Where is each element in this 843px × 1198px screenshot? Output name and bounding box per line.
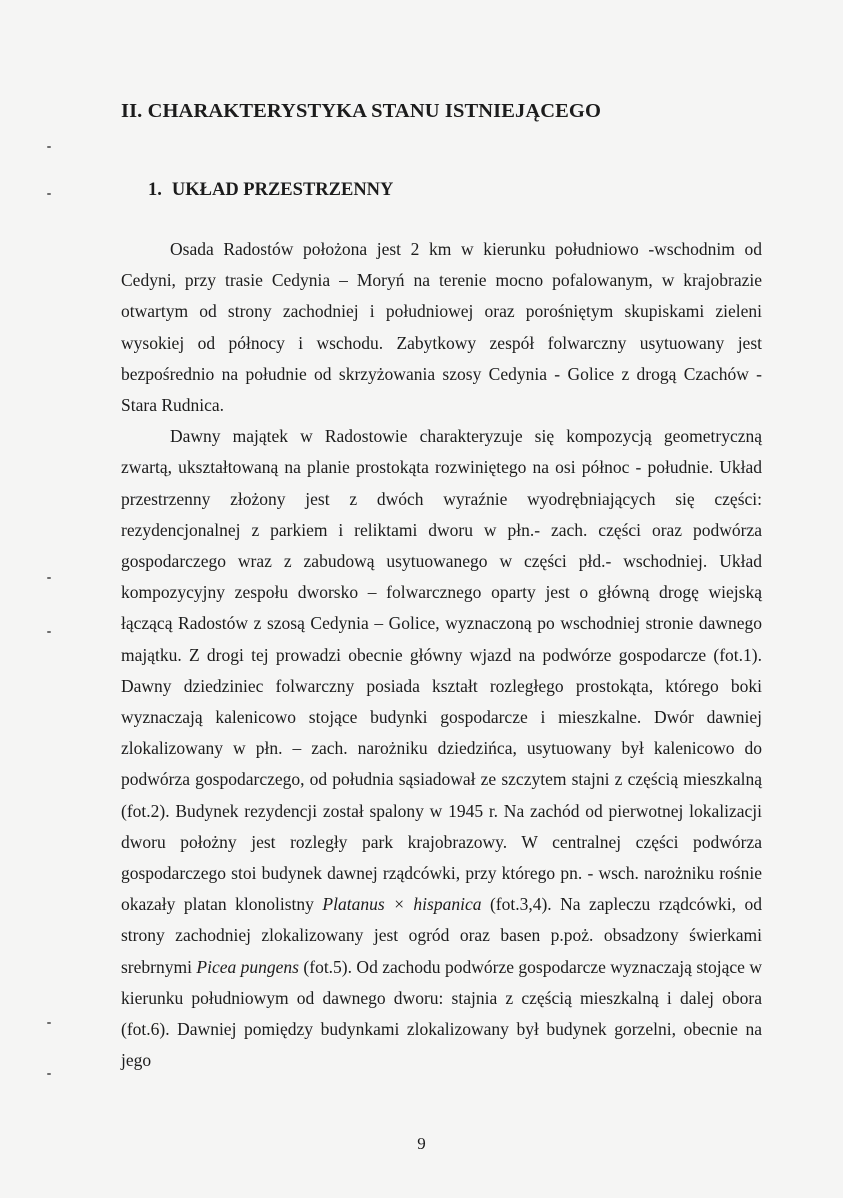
scan-artifact: [47, 1022, 51, 1024]
scan-artifact: [47, 146, 51, 148]
section-heading: [148, 180, 393, 201]
chapter-title: II. CHARAKTERYSTYKA STANU ISTNIEJĄCEGO: [121, 100, 601, 122]
paragraph-1-text: Osada Radostów położona jest 2 km w kierunku południowo -wschodnim od Cedyni, przy trasie Cedynia – Moryń na terenie mocno pofalowanym, w krajobrazie otwartym od strony zachodniej i południowej oraz porośniętym skupiskami zieleni wysokiej od północy i wschodu. Zabytkowy zespół folwarczny usytuowany jest bezpośrednio na południe od skrzyżowania szosy Cedynia - Golice z drogą Czachów - Stara Rudnica.: [121, 239, 762, 416]
species-name-platanus: Platanus × hispanica: [322, 894, 482, 915]
body-text: [121, 234, 762, 1076]
scan-artifact: [47, 577, 51, 579]
scan-artifact: [47, 193, 51, 195]
section-number: 1.: [148, 180, 162, 200]
paragraph-2-text-a: Dawny majątek w Radostowie charakteryzuje się kompozycją geometryczną zwartą, ukształtowaną na planie prostokąta rozwiniętego na osi północ - południe. Układ przestrzenny złożony jest z dwóch wyraźnie wyodrębniających się części: rezydencjonalnej z parkiem i reliktami dworu w płn.- zach. części oraz podwórza gospodarczego wraz z zabudową usytuowanego w części płd.- wschodniej. Układ kompozycyjny zespołu dworsko – folwarcznego oparty jest o główną drogę wiejską łączącą Radostów z szosą Cedynia – Golice, wyznaczoną po wschodniej stronie dawnego majątku. Z drogi tej prowadzi obecnie główny wjazd na podwórze gospodarcze (fot.1). Dawny dziedziniec folwarczny posiada kształt rozległego prostokąta, którego boki wyznaczają kalenicowo stojące budynki gospodarcze i mieszkalne. Dwór dawniej zlokalizowany w płn. – zach. narożniku dziedzińca, usytuowany był kalenicowo do podwórza gospodarczego, od południa sąsiadował ze szczytem stajni z częścią mieszkalną (fot.2). Budynek rezydencji został spalony w 1945 r. Na zachód od pierwotnej lokalizacji dworu położny jest rozległy park krajobrazowy. W centralnej części podwórza gospodarczego stoi budynek dawnej rządcówki, przy którego pn. - wsch. narożniku rośnie okazały platan klonolistny: [121, 426, 762, 915]
scan-artifact: [47, 1073, 51, 1075]
page-number: 9: [417, 1134, 426, 1153]
section-heading-text: UKŁAD PRZESTRZENNY: [171, 180, 394, 200]
paragraph-2-text-b: (fot.3,4). Na zapleczu rządcówki, od strony zachodniej zlokalizowany jest ogród oraz basen p.poż. obsadzony świerkami srebrnymi: [121, 894, 762, 977]
species-name-picea: Picea pungens: [196, 956, 299, 977]
scan-artifact: [47, 631, 51, 633]
paragraph-1: [121, 234, 762, 421]
paragraph-2-text-c: (fot.5). Od zachodu podwórze gospodarcze wyznaczają stojące w kierunku południowym od dawnego dworu: stajnia z częścią mieszkalną i dalej obora (fot.6). Dawniej pomiędzy budynkami zlokalizowany był budynek gorzelni, obecnie na jego: [121, 956, 762, 1071]
paragraph-2: [121, 421, 762, 1076]
